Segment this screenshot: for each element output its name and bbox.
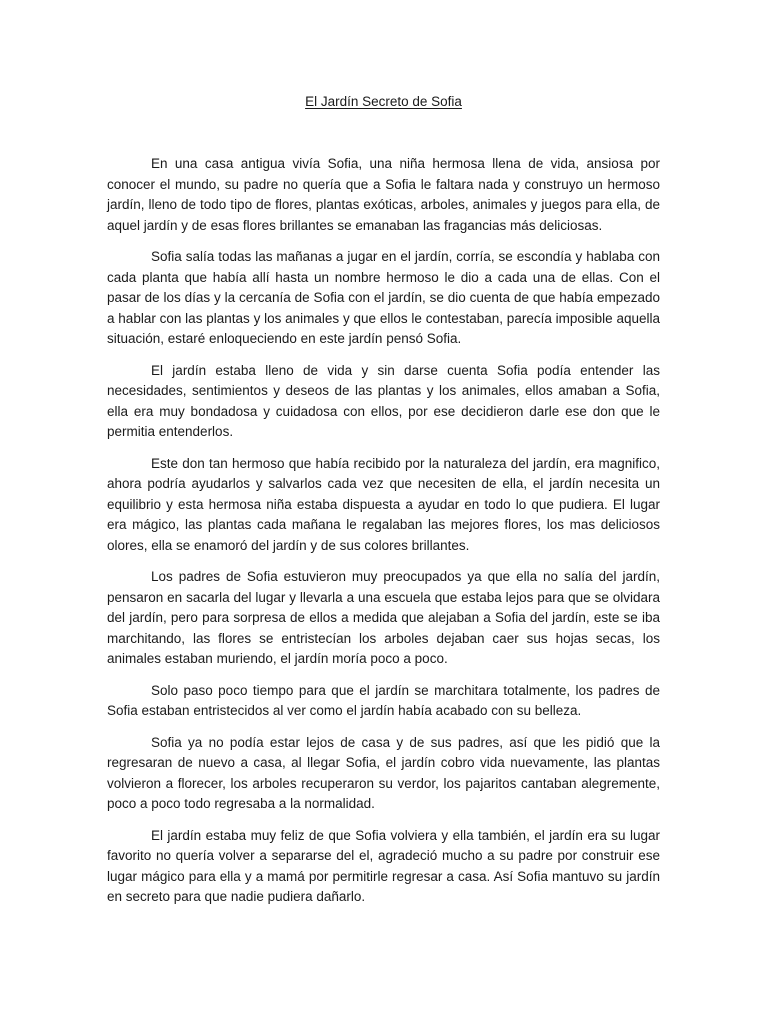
paragraph-5: Los padres de Sofia estuvieron muy preocupados ya que ella no salía del jardín, pensaron en sacarla del lugar y llevarla a una escuela que estaba lejos para que se olvidara del jardín, pero para sorpresa de ellos a medida que alejaban a Sofia del jardín, este se iba marchitando, las flores se entristecían los arboles dejaban caer sus hojas secas, los animales estaban muriendo, el jardín moría poco a poco. <box>107 569 660 666</box>
paragraph-6: Solo paso poco tiempo para que el jardín se marchitara totalmente, los padres de Sofia estaban entristecidos al ver como el jardín había acabado con su belleza. <box>107 682 660 718</box>
paragraph-7: Sofia ya no podía estar lejos de casa y de sus padres, así que les pidió que la regresaran de nuevo a casa, al llegar Sofia, el jardín cobro vida nuevamente, las plantas volvieron a florecer, los arboles recuperaron su verdor, los pajaritos cantaban alegremente, poco a poco todo regresaba a la normalidad. <box>107 734 660 811</box>
paragraph-8: El jardín estaba muy feliz de que Sofia volviera y ella también, el jardín era su lugar favorito no quería volver a separarse del el, agradeció mucho a su padre por construir ese lugar mágico para ella y a mamá por permitirle regresar a casa. Así Sofia mantuvo su jardín en secreto para que nadie pudiera dañarlo. <box>107 827 660 904</box>
document-title: El Jardín Secreto de Sofia <box>305 94 462 109</box>
paragraph-1: En una casa antigua vivía Sofia, una niña hermosa llena de vida, ansiosa por conocer el mundo, su padre no quería que a Sofia le faltara nada y construyo un hermoso jardín, lleno de todo tipo de flores, plantas exóticas, arboles, animales y juegos para ella, de aquel jardín y de esas flores brillantes se emanaban las fragancias más deliciosas. <box>107 156 660 233</box>
paragraph-2: Sofia salía todas las mañanas a jugar en el jardín, corría, se escondía y hablaba con cada planta que había allí hasta un nombre hermoso le dio a cada una de ellas. Con el pasar de los días y la cercanía de Sofia con el jardín, se dio cuenta de que había empezado a hablar con las plantas y los animales y que ellos le contestaban, parecía imposible aquella situación, estaré enloqueciendo en este jardín pensó Sofia. <box>107 249 660 346</box>
document-page <box>107 92 660 919</box>
paragraph-4: Este don tan hermoso que había recibido por la naturaleza del jardín, era magnifico, ahora podría ayudarlos y salvarlos cada vez que necesiten de ella, el jardín necesita un equilibrio y esta hermosa niña estaba dispuesta a ayudar en todo lo que pudiera. El lugar era mágico, las plantas cada mañana le regalaban las mejores flores, los mas deliciosos olores, ella se enamoró del jardín y de sus colores brillantes. <box>107 455 660 553</box>
paragraph-3: El jardín estaba lleno de vida y sin darse cuenta Sofia podía entender las necesidades, sentimientos y deseos de las plantas y los animales, ellos amaban a Sofia, ella era muy bondadosa y cuidadosa con ellos, por ese decidieron darle ese don que le permitia entenderlos. <box>107 362 660 439</box>
